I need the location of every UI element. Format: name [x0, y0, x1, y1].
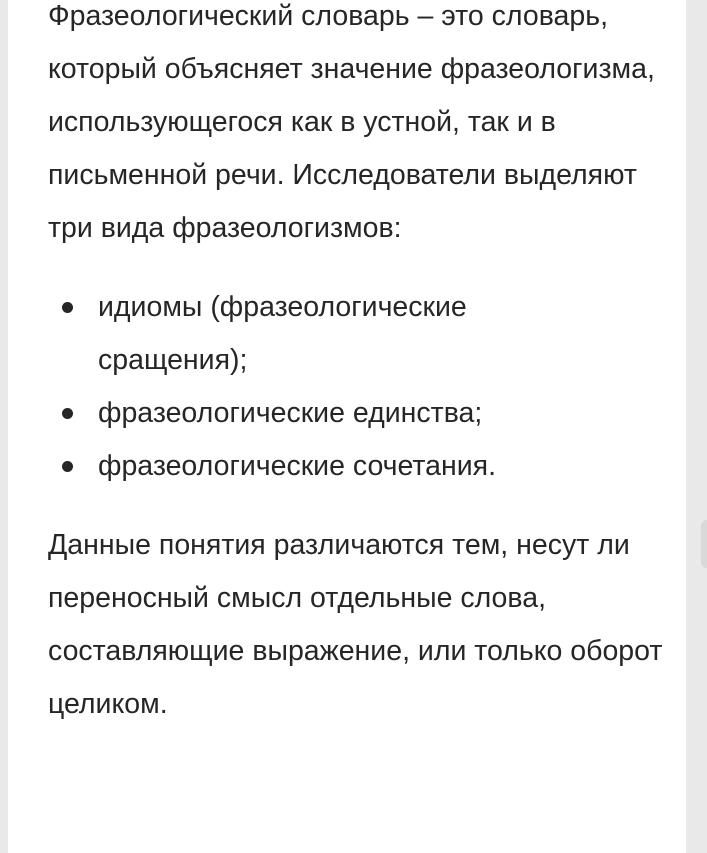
list-item-text: фразеологические сочетания.	[98, 450, 497, 482]
outro-paragraph: Данные понятия различаются тем, несут ли переносный смысл отдельные слова, составляющие выражение, или только оборот целиком.	[48, 529, 663, 720]
bullet-icon	[62, 408, 73, 419]
bullet-icon	[62, 461, 73, 472]
list-item-text: фразеологические единства;	[98, 397, 483, 429]
intro-paragraph: Фразеологический словарь – это словарь, который объясняет значение фразеологизма, использующегося как в устной, так и в письменной речи. Исследователи выделяют три вида фразеологизмов:	[48, 0, 655, 244]
bullet-icon	[62, 302, 73, 313]
side-tab[interactable]	[701, 520, 707, 568]
list-item	[48, 281, 598, 387]
list-item-text: идиомы (фразеологические сращения);	[98, 291, 467, 376]
article-content	[48, 0, 668, 731]
types-list	[48, 281, 668, 493]
list-item	[48, 440, 598, 493]
list-item	[48, 387, 598, 440]
